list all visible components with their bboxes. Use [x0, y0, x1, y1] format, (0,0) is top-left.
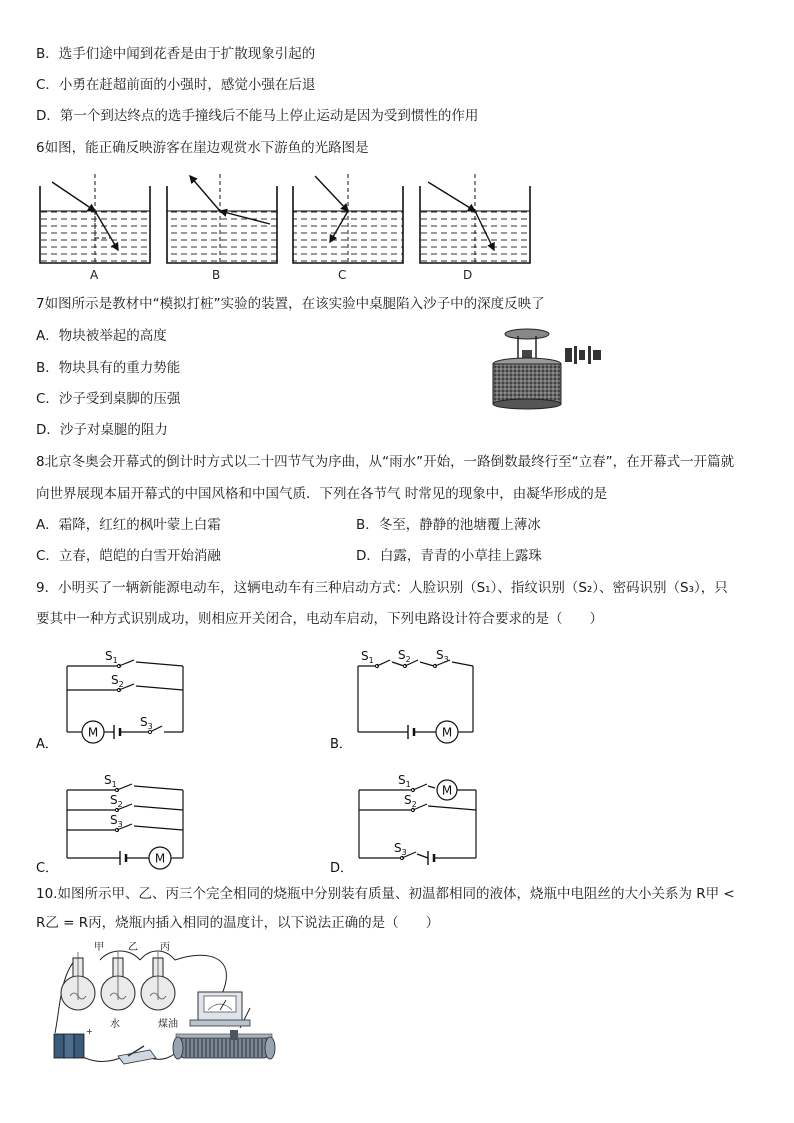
q5-option-c: C．小勇在赶超前面的小强时，感觉小强在后退	[36, 77, 316, 93]
q6-diagram-b	[167, 174, 277, 263]
q9-label-a: A．	[36, 737, 58, 752]
q6-label-a: A	[90, 268, 99, 282]
switch-s3-name: S	[394, 841, 402, 855]
switch-s1-sub: 1	[405, 780, 411, 789]
q5-option-b: B．选手们途中闻到花香是由于扩散现象引起的	[36, 46, 316, 62]
q6-stem: 6如图，能正确反映游客在崖边观赏水下游鱼的光路图是	[36, 140, 369, 156]
switch-s2-name: S	[404, 793, 412, 807]
flask-label-yi: 乙	[128, 942, 138, 953]
switch-s1-sub: 1	[112, 656, 118, 665]
switch-icon	[118, 1046, 156, 1064]
svg-text:S1	[361, 649, 374, 665]
q9-stem-line-2: 要其中一种方式识别成功，则相应开关闭合，电动车启动，下列电路设计符合要求的是（ ）	[36, 611, 603, 627]
flask-label-bing: 丙	[160, 942, 170, 953]
switch-s2-name: S	[110, 793, 118, 807]
q9-circuit-c	[30, 766, 200, 880]
svg-text:S3	[394, 841, 407, 857]
svg-text:S3	[140, 715, 153, 731]
svg-text:S1	[105, 649, 118, 665]
switch-s2-name: S	[398, 648, 406, 662]
switch-s1-sub: 1	[368, 656, 374, 665]
q8-option-c: C．立春，皑皑的白雪开始消融	[36, 548, 221, 564]
svg-text:S1	[398, 773, 411, 789]
switch-s3-name: S	[436, 648, 444, 662]
svg-text:S1	[104, 773, 117, 789]
q7-stem: 7如图所示是教材中“模拟打桩”实验的装置，在该实验中桌腿陷入沙子中的深度反映了	[36, 296, 545, 312]
switch-s2-sub: 2	[405, 655, 411, 664]
q9-label-c: C．	[36, 861, 59, 876]
q6-label-b: B	[212, 268, 221, 282]
q9-label-d: D．	[330, 861, 354, 876]
svg-text:+: +	[86, 1027, 93, 1036]
liquid-label-kerosene: 煤油	[158, 1019, 178, 1030]
q7-option-c: C．沙子受到桌脚的压强	[36, 391, 181, 407]
q7-option-a: A．物块被举起的高度	[36, 328, 167, 344]
q10-stem-line-2: R乙 = R丙，烧瓶内插入相同的温度计，以下说法正确的是（ ）	[36, 915, 440, 931]
motor-label: M	[441, 725, 453, 740]
switch-s2-sub: 2	[118, 680, 124, 689]
svg-text:S2	[111, 673, 124, 689]
rheostat-icon	[173, 1030, 275, 1059]
q9-label-b: B．	[330, 737, 352, 752]
switch-s3-name: S	[110, 813, 118, 827]
motor-label: M	[87, 725, 99, 740]
switch-s3-name: S	[140, 715, 148, 729]
switch-s1-name: S	[105, 649, 113, 663]
ammeter-icon	[190, 992, 250, 1026]
q6-diagram-a	[40, 174, 150, 263]
svg-text:S3	[110, 813, 123, 829]
q8-option-d: D．白露，青青的小草挂上露珠	[356, 548, 542, 564]
q6-label-c: C	[338, 268, 347, 282]
liquid-label-water: 水	[110, 1019, 120, 1030]
switch-s1-sub: 1	[111, 780, 117, 789]
q9-circuit-b	[328, 640, 498, 754]
q7-pile-driving-apparatus	[490, 322, 610, 410]
q6-light-path-figure	[30, 166, 540, 284]
motor-label: M	[154, 851, 166, 866]
q5-option-d: D．第一个到达终点的选手撞线后不能马上停止运动是因为受到惯性的作用	[36, 108, 479, 124]
flask-label-jia: 甲	[94, 942, 104, 953]
switch-s2-sub: 2	[411, 800, 417, 809]
q6-diagram-c	[293, 174, 403, 263]
q10-stem-line-1: 10.如图所示甲、乙、丙三个完全相同的烧瓶中分别装有质量、初温都相同的液体，烧瓶中电阻丝的大小关系为 R甲 <	[36, 886, 735, 902]
switch-s3-sub: 3	[117, 820, 123, 829]
q6-diagram-d	[420, 174, 530, 263]
switch-s2-name: S	[111, 673, 119, 687]
switch-s1-name: S	[361, 649, 369, 663]
q7-option-b: B．物块具有的重力势能	[36, 360, 181, 376]
q10-experiment-apparatus	[40, 938, 290, 1074]
svg-text:S2	[110, 793, 123, 809]
svg-text:S2	[398, 648, 411, 664]
battery-icon	[54, 1027, 93, 1058]
svg-text:S2	[404, 793, 417, 809]
switch-s1-name: S	[104, 773, 112, 787]
svg-text:S3	[436, 648, 449, 664]
q8-option-a: A．霜降，红红的枫叶蒙上白霜	[36, 517, 221, 533]
q8-stem-line-2: 向世界展现本届开幕式的中国风格和中国气质．下列在各节气 时常见的现象中，由凝华形成的是	[36, 486, 608, 502]
q7-option-d: D．沙子对桌腿的阻力	[36, 422, 168, 438]
q9-circuit-d	[328, 766, 498, 880]
switch-s3-sub: 3	[443, 655, 449, 664]
q6-label-d: D	[463, 268, 473, 282]
q8-option-b: B．冬至，静静的池塘覆上薄冰	[356, 517, 541, 533]
switch-s3-sub: 3	[401, 848, 407, 857]
switch-s3-sub: 3	[147, 722, 153, 731]
switch-s2-sub: 2	[117, 800, 123, 809]
q8-stem-line-1: 8北京冬奥会开幕式的倒计时方式以二十四节气为序曲，从“雨水”开始，一路倒数最终行至“立春”，在开幕式一开篇就	[36, 454, 735, 470]
q9-stem-line-1: 9．小明买了一辆新能源电动车，这辆电动车有三种启动方式：人脸识别（S₁）、指纹识别（S₂）、密码识别（S₃），只	[36, 580, 728, 596]
motor-label: M	[441, 783, 453, 798]
q9-circuit-a	[30, 640, 200, 754]
switch-s1-name: S	[398, 773, 406, 787]
